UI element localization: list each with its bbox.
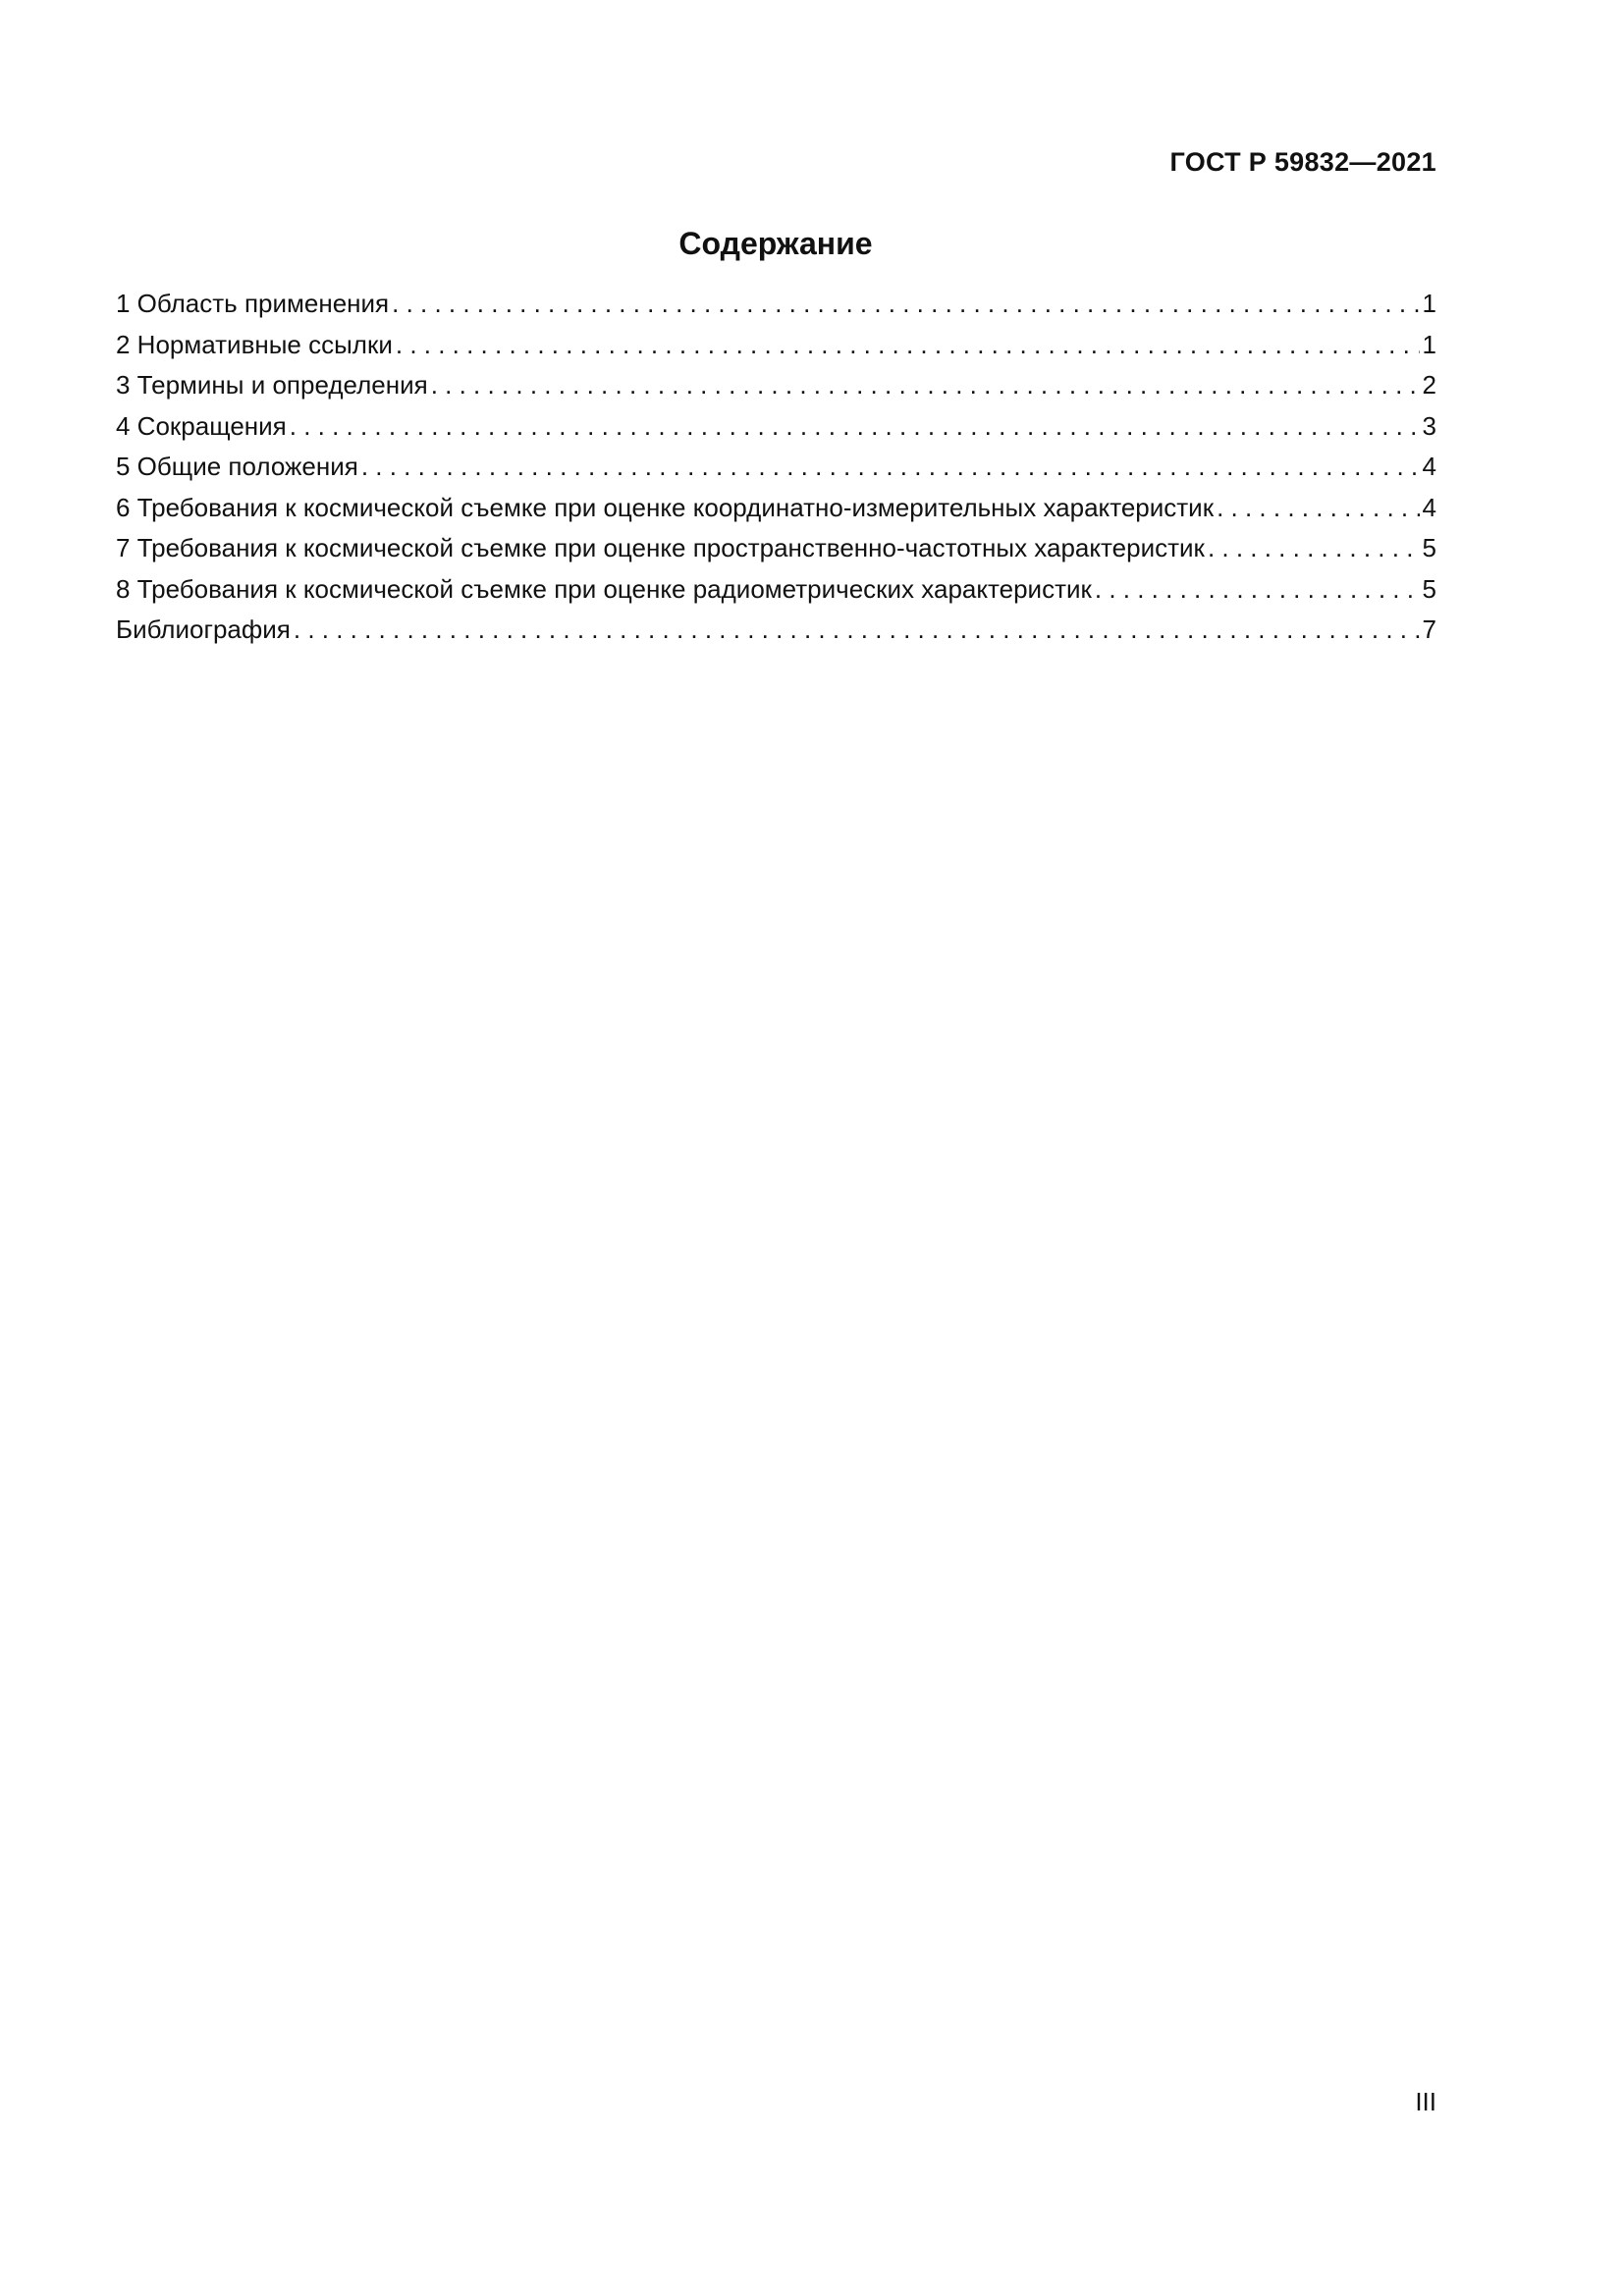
toc-leader-dots — [294, 610, 1420, 651]
page-number: III — [1415, 2087, 1436, 2116]
toc-entry-label: 8 Требования к космической съемке при оценке радиометрических характеристик — [116, 573, 1092, 604]
toc-entry-label: 3 Термины и определения — [116, 370, 428, 400]
toc-leader-dots — [1217, 488, 1419, 529]
toc-leader-dots — [290, 406, 1420, 448]
toc-leader-dots — [431, 365, 1420, 406]
toc-entry-label: Библиография — [116, 614, 291, 644]
toc-entry-label: 6 Требования к космической съемке при оценке координатно-измерительных характеристик — [116, 492, 1215, 522]
toc-entry[interactable] — [116, 447, 1436, 488]
toc-entry[interactable] — [116, 325, 1436, 366]
toc-leader-dots — [1095, 569, 1420, 611]
toc-entry[interactable] — [116, 284, 1436, 325]
toc-entry-page: 1 — [1422, 289, 1436, 318]
toc-leader-dots — [361, 447, 1420, 488]
toc-entry[interactable] — [116, 365, 1436, 406]
toc-entry-page: 2 — [1422, 370, 1436, 400]
table-of-contents — [116, 284, 1436, 651]
toc-entry-page: 7 — [1422, 614, 1436, 644]
toc-entry[interactable] — [116, 406, 1436, 448]
toc-title: Содержание — [678, 226, 873, 261]
toc-entry-page: 5 — [1422, 573, 1436, 604]
toc-entry[interactable] — [116, 528, 1436, 569]
toc-entry-label: 2 Нормативные ссылки — [116, 329, 393, 359]
toc-entry-page: 4 — [1422, 492, 1436, 522]
toc-entry-label: 4 Сокращения — [116, 410, 287, 441]
toc-leader-dots — [392, 284, 1419, 325]
toc-entry[interactable] — [116, 569, 1436, 611]
toc-entry-page: 3 — [1422, 410, 1436, 441]
toc-entry[interactable] — [116, 610, 1436, 651]
toc-entry-page: 5 — [1422, 533, 1436, 562]
toc-entry-label: 7 Требования к космической съемке при оценке пространственно-частотных характеристик — [116, 533, 1205, 562]
toc-entry-label: 5 Общие положения — [116, 452, 358, 481]
toc-leader-dots — [396, 325, 1420, 366]
toc-entry-page: 1 — [1422, 329, 1436, 359]
toc-entry[interactable] — [116, 488, 1436, 529]
toc-entry-page: 4 — [1422, 452, 1436, 481]
toc-leader-dots — [1208, 528, 1420, 569]
document-code: ГОСТ Р 59832—2021 — [1169, 147, 1436, 177]
toc-entry-label: 1 Область применения — [116, 289, 390, 318]
